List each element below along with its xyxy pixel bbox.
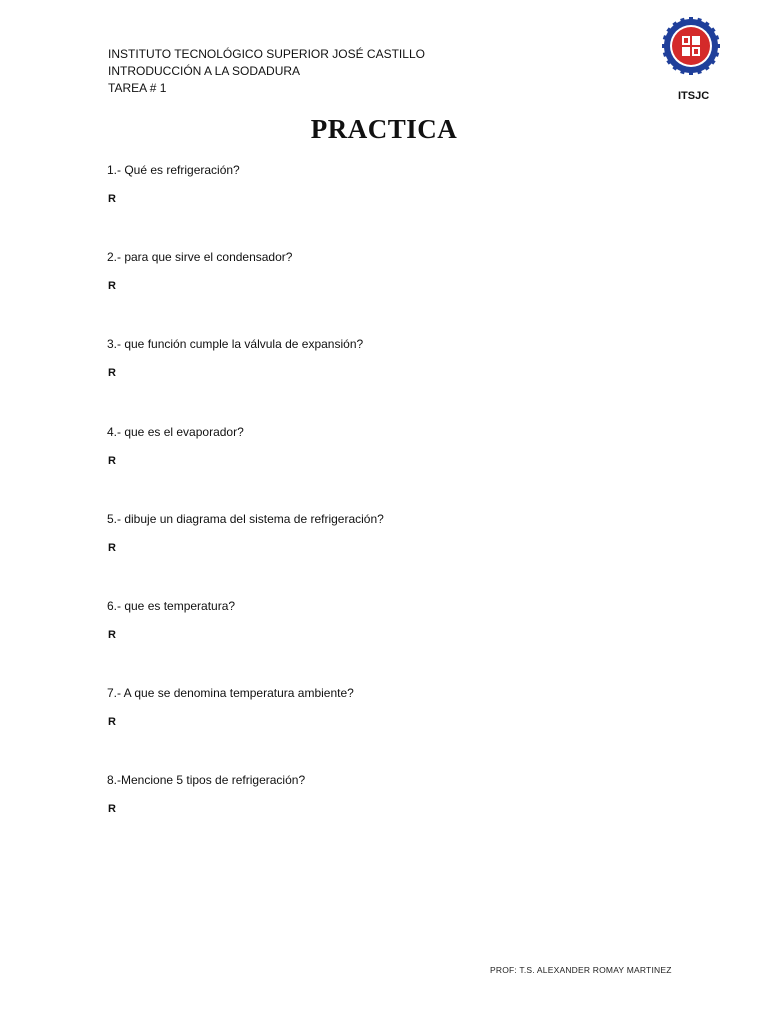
question-7: 7.- A que se denomina temperatura ambiente? <box>107 686 354 700</box>
professor-name: PROF: T.S. ALEXANDER ROMAY MARTINEZ <box>490 965 672 975</box>
question-4: 4.- que es el evaporador? <box>107 425 244 439</box>
question-2: 2.- para que sirve el condensador? <box>107 250 293 264</box>
question-8: 8.-Mencione 5 tipos de refrigeración? <box>107 773 306 787</box>
answer-7: R <box>108 716 116 728</box>
page-title: PRACTICA <box>310 114 458 144</box>
answer-3: R <box>108 367 116 379</box>
question-5: 5.- dibuje un diagrama del sistema de refrigeración? <box>107 512 384 526</box>
question-1: 1.- Qué es refrigeración? <box>107 163 240 177</box>
answer-8: R <box>108 803 116 815</box>
logo-label: ITSJC <box>678 90 710 102</box>
answer-4: R <box>108 455 116 467</box>
question-6: 6.- que es temperatura? <box>107 599 236 613</box>
answer-2: R <box>108 280 116 292</box>
answer-6: R <box>108 629 116 641</box>
question-3: 3.- que función cumple la válvula de expansión? <box>107 337 364 351</box>
course-name: INTRODUCCIÓN A LA SODADURA <box>108 64 301 78</box>
institution-logo <box>662 17 720 75</box>
answer-5: R <box>108 542 116 554</box>
answer-1: R <box>108 193 116 205</box>
gear-icon <box>662 17 720 75</box>
institution-name: INSTITUTO TECNOLÓGICO SUPERIOR JOSÉ CASTILLO <box>108 47 425 61</box>
assignment-number: TAREA # 1 <box>108 81 167 95</box>
document-header <box>108 46 425 97</box>
